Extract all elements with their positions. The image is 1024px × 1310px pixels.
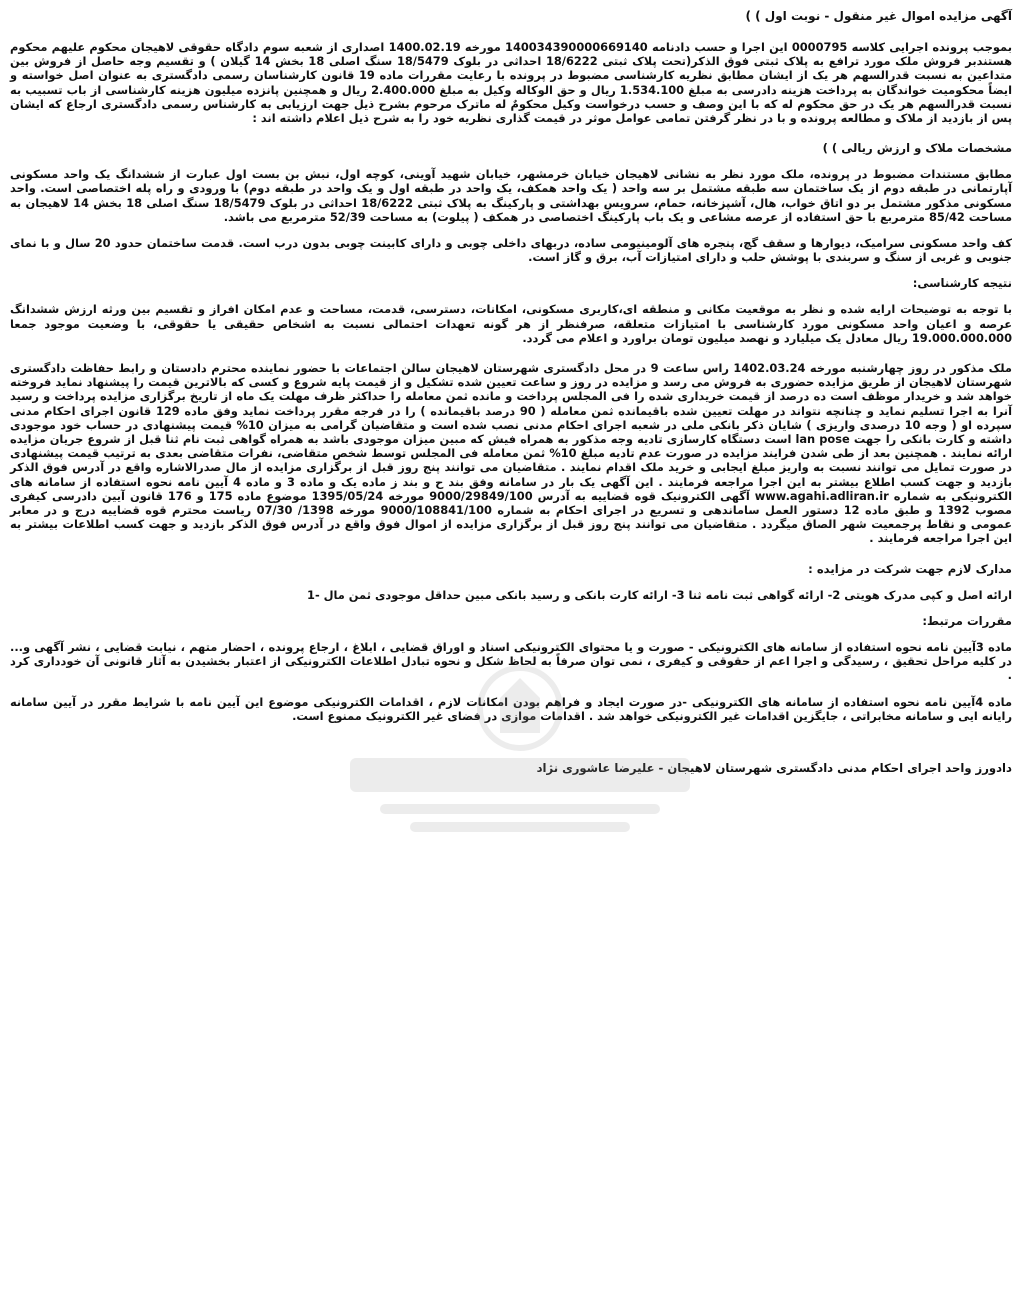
result-heading: نتیجه کارشناسی: [912,276,1012,291]
docs-heading: مدارک لازم جهت شرکت در مزایده : [808,561,1012,576]
finish-paragraph: کف واحد مسکونی سرامیک، دیوارها و سقف گچ، پنجره های آلومینیومی ساده، دربهای داخلی چوبی و دارای کابینت چوبی بدون درب است. قدمت ساختمان حدود 20 سال و با نمای جنوبی و غربی از سنگ و سربندی با پوشش حلب و دارای امتیازات آب، برق و گاز است. [10,236,1012,265]
rule4-paragraph: ماده 4آیین نامه نحوه استفاده از سامانه های الکترونیکی -در صورت ایجاد و فراهم بودن امکانات لازم ، اقدامات الکترونیکی موضوع این آیین نامه با شرایط مقرر در آیین سامانه رایانه ایی و سامانه مخابراتی ، جایگزین اقدامات غیر الکترونیکی خواهد شد . اقدامات موازی در فضای غیر الکترونیک ممنوع است. [10,694,1013,723]
notice-title: آگهی مزایده اموال غیر منقول - نوبت اول ) ) [745,9,1012,23]
spec-paragraph: مطابق مستندات مضبوط در پرونده، ملک مورد نظر به نشانی لاهیجان خیابان خرمشهر، خیابان شهید آوینی، کوچه اول، نبش بن بست اول عبارت از ششدانگ یک واحد مسکونی آپارتمانی در طبقه دوم از یک ساختمان سه طبقه مشتمل بر سه واحد ( یک واحد همکف، یک واحد در طبقه اول و یک واحد در طبقه دوم) با ورودی و راه پله اختصاصی است. واحد مسکونی مذکور مشتمل بر دو اتاق خواب، هال، آشپزخانه، حمام، سرویس بهداشتی و پارکینگ به پلاک ثبتی 18/6222 احداثی در بلوک 18/5479 سنگ اصلی 18 بخش 14 لاهیجان به مساحت 85/42 مترمربع با حق استفاده از عرصه مشاعی و یک باب پارکینگ اختصاصی در همکف ( پیلوت) به مساحت 52/39 مترمربع می باشد. [10,167,1012,224]
signature-line: دادورز واحد اجرای احکام مدنی دادگستری شهرستان لاهیجان - علیرضا عاشوری نژاد [536,760,1012,775]
notice-document [10,8,1012,1300]
result-paragraph: با توجه به توضیحات ارایه شده و نظر به موقعیت مکانی و منطقه ای،کاربری مسکونی، امکانات، دسترسی، قدمت، مساحت و عدم امکان افراز و تقسیم بین ورثه ارزش ششدانگ عرصه و اعیان واحد مسکونی مورد کارشناسی با امتیازات متعلقه، صرفنظر از هر گونه تعهدات احتمالی نسبت به اشخاص حقیقی یا حقوقی، با وضعیت موجود جمعا 19.000.000.000 ریال معادل یک میلیارد و نهصد میلیون تومان براورد و اعلام می گردد. [10,302,1012,345]
docs-paragraph: ارائه اصل و کپی مدرک هویتی 2- ارائه گواهی ثبت نامه ثنا 3- ارائه کارت بانکی و رسید بانکی مبین حداقل موجودی ثمن مال -1 [307,587,1012,602]
intro-paragraph: بموجب پرونده اجرایی کلاسه 0000795 این اجرا و حسب دادنامه 140034390000669140 مورخه 1400.02.19 اصداری از شعبه سوم دادگاه حقوقی لاهیجان محکوم علیهم محکوم هستندبر فروش ملک مورد ترافع به پلاک ثبتی فوق الذکر(تحت پلاک ثبتی 18/6222 احداثی در بلوک 18/5479 سنگ اصلی 18 بخش 14 گیلان ) و تقسیم وجه حاصل از فروش بین متداعین به نسبت قدرالسهم هر یک از ایشان مطابق نظریه کارشناسی مضبوط در پرونده با رعایت مقررات ماده 19 قانون کارشناسان رسمی دادگستری به عنوان اصل خواسته و ایضاً محکومیت خواندگان به پرداخت هزینه دادرسی به مبلغ 1.534.100 ریال و حق الوکاله وکیل به مبلغ 2.400.000 ریال و همچنین پانزده میلیون هزینه کارشناسی از باب تسبیب به نسبت قدرالسهم هر یک در حق محکوم له که با این وصف و حسب درخواست وکیل محکومٌ له ماترک مرحوم بشرح ذیل جهت ارزیابی به کارشناس رسمی دادگستری ارجاع که ایشان پس از بازدید از ملاک و مطالعه پرونده و با در نظر گرفتن تمامی عوامل موثر در قیمت گذاری نظریه خود را به شرح ذیل اعلام داشته اند : [10,40,1012,126]
rules-heading: مقررات مرتبط: [922,613,1012,628]
rule3-paragraph: ماده 3آیین نامه نحوه استفاده از سامانه های الکترونیکی - صورت و یا محتوای الکترونیکی اسناد و اوراق قضایی ، ابلاغ ، ارجاع پرونده ، احضار متهم ، نیابت قضایی ، نشر آگهی و... در کلیه مراحل تحقیق ، رسیدگی و اجرا اعم از حقوقی و کیفری ، نمی توان صرفاً به لحاظ شکل و نحوه تبادل اطلاعات الکترونیکی از اعتبار بخشیدن به آثار قانونی آن خودداری کرد . [10,639,1012,683]
auction-paragraph: ملک مذکور در روز چهارشنبه مورخه 1402.03.24 راس ساعت 9 در محل دادگستری شهرستان لاهیجان سالن اجتماعات با حضور نماینده محترم دادستان و رابط حفاظت دادگستری شهرستان لاهیجان از طریق مزایده حضوری به فروش می رسد و مزایده در روز و ساعت تعیین شده تشکیل و از قیمت پایه شروع و کسی که بالاترین قیمت را پیشنهاد نماید فروخته خواهد شد و خریدار موظف است ده درصد از قیمت خریداری شده را فی المجلس پرداخت و مانده ثمن معامله را حداکثر ظرف مهلت یک ماه از تاریخ برگزاری مزایده پرداخت و رسید آنرا به اجرا تسلیم نماید و چنانچه نتواند در مهلت تعیین شده باقیمانده ثمن معامله ( 90 درصد باقیمانده ) را در فرجه مقرر پرداخت نماید وفق ماده 129 قانون اجرای احکام مدنی سپرده او ( وجه 10 درصدی واریزی ) شایان ذکر بانکی ملی در شعبه اجرای احکام مدنی نصب شده است و متقاضیان گرامی به میزان 10% قیمت پیشنهادی در حساب خود موجودی داشته و کارت بانکی را جهت lan pose است دستگاه کارسازی تادیه وجه مذکور به همراه فیش که مبین میزان موجودی باشد به همراه گواهی ثبت نام ثنا قبل از شروع جریان مزایده ارائه نمایند . همچنین بعد از طی شدن فرایند مزایده در صورت عدم تادیه مبلغ 10% ثمن معامله فی المجلس توسط شخص متقاضی، نفرات متقاضی بعدی به ترتیب قیمت پیشنهادی در صورت تمایل می توانند نسبت به واریز مبلغ ایجابی و خرید ملک اقدام نمایند . متقاضیان می توانند پنج روز قبل از برگزاری مزایده از مال صدرالاشاره واقع در آدرس فوق الذکر بازدید و جهت کسب اطلاع بیشتر به این اجرا مراجعه فرمایند . این آگهی یک بار در سامانه وفق بند ح و بند ز ماده یک و ماده 3 و ماده 4 آیین نامه نحوه استفاده از سامانه های الکترونیکی به شماره www.agahi.adliran.ir آگهی الکترونیک قوه قضاییه به آدرس 9000/29849/100 مورخه 1395/05/24 موضوع ماده 175 و 176 قانون آیین دادرسی کیفری مصوب 1392 و طبق ماده 12 دستور العمل ساماندهی و تسریع در اجرای احکام به شماره 9000/108841/100 مورخه 1398/ 07/30 ریاست محترم قوه قضاییه درج و در معابر عمومی و نقاط پرجمعیت شهر الصاق میگردد . متقاضیان می توانند پنج روز قبل از برگزاری مزایده از اموال فوق واقع در آدرس فوق الذکر بازدید و جهت کسب اطلاعات بیشتر به این اجرا مراجعه فرمایند . [10,361,1013,546]
spec-heading: مشخصات ملاک و ارزش ریالی ) ) [822,141,1012,156]
